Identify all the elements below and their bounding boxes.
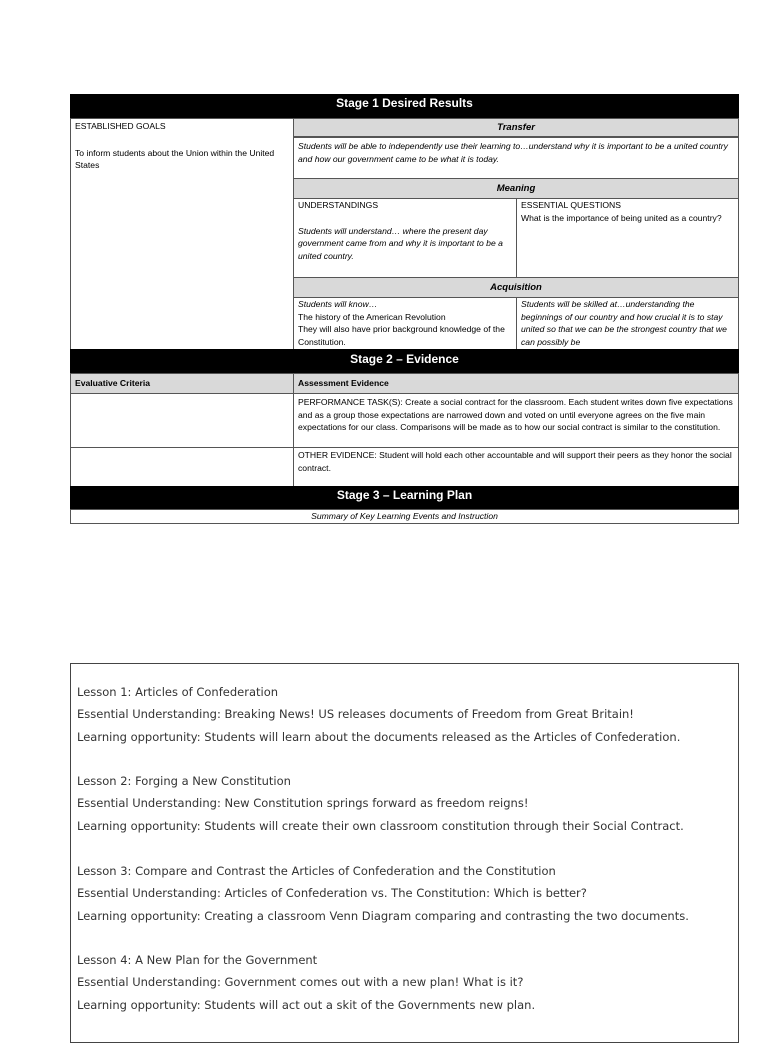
understandings-cell <box>293 198 517 278</box>
performance-task-text: PERFORMANCE TASK(S): Create a social contract for the classroom. Each student writes down five expectations and as a group those expectations are narrowed down and voted on until everyone agrees on the five main expectations for our class. Comparisons will be made as to how our social contract is similar to the constitution. <box>298 397 733 432</box>
lesson-3-understanding: Essential Understanding: Articles of Confederation vs. The Constitution: Which is better? <box>77 886 587 900</box>
lesson-3-title: Lesson 3: Compare and Contrast the Articles of Confederation and the Constitution <box>77 864 556 878</box>
established-goals-cell <box>70 118 294 350</box>
assessment-evidence-label: Assessment Evidence <box>298 378 389 388</box>
understandings-label: UNDERSTANDINGS <box>298 200 379 210</box>
established-goals-text: To inform students about the Union within the United States <box>75 147 275 170</box>
stage2-title: Stage 2 – Evidence <box>350 352 459 366</box>
lesson-4-title: Lesson 4: A New Plan for the Government <box>77 953 318 967</box>
lesson-1-opportunity: Learning opportunity: Students will learn about the documents released as the Articles of Confederation. <box>77 730 681 744</box>
lesson-4-understanding: Essential Understanding: Government comes out with a new plan! What is it? <box>77 975 524 989</box>
evaluative-criteria-label: Evaluative Criteria <box>75 378 150 388</box>
lesson-3-opportunity: Learning opportunity: Creating a classroom Venn Diagram comparing and contrasting the two documents. <box>77 909 689 923</box>
lesson-2-title: Lesson 2: Forging a New Constitution <box>77 774 291 788</box>
skilled-text: Students will be skilled at…understanding the beginnings of our country and how crucial it is to stay united so that we can be the strongest country that we can possibly be <box>521 299 727 347</box>
stage3-title: Stage 3 – Learning Plan <box>336 488 473 502</box>
know-label: Students will know… <box>298 299 378 309</box>
lesson-1-understanding: Essential Understanding: Breaking News! US releases documents of Freedom from Great Britain! <box>77 707 634 721</box>
lesson-2-understanding: Essential Understanding: New Constitution springs forward as freedom reigns! <box>77 796 529 810</box>
stage3-title-bar <box>70 486 739 509</box>
stage2-title-bar <box>70 349 739 373</box>
stage3-summary-cell <box>70 509 739 524</box>
evaluative-criteria-cell-2 <box>70 447 294 487</box>
understandings-text: Students will understand… where the present day government came from and why it is important to be a united country. <box>298 225 503 261</box>
evaluative-criteria-cell-1 <box>70 393 294 448</box>
other-evidence-text: OTHER EVIDENCE: Student will hold each other accountable and will support their peers as they honor the social contract. <box>298 450 732 473</box>
acquisition-heading <box>293 277 739 298</box>
evaluative-criteria-header <box>70 373 294 394</box>
meaning-heading-text: Meaning <box>496 183 536 194</box>
meaning-heading <box>293 178 739 199</box>
transfer-text: Students will be able to independently use their learning to…understand why it is important to be a united country and how our government came to be what it is today. <box>298 141 728 164</box>
lessons-box <box>70 663 739 1043</box>
lesson-4-opportunity: Learning opportunity: Students will act out a skit of the Governments new plan. <box>77 998 536 1012</box>
know-cell <box>293 297 517 350</box>
essential-questions-label: ESSENTIAL QUESTIONS <box>521 200 621 210</box>
other-evidence-cell <box>293 447 739 487</box>
established-goals-label: ESTABLISHED GOALS <box>75 121 166 131</box>
essential-questions-text: What is the importance of being united as a country? <box>521 212 722 223</box>
know-text-1: The history of the American Revolution <box>298 311 446 322</box>
lesson-2-opportunity: Learning opportunity: Students will create their own classroom constitution through their Social Contract. <box>77 819 684 833</box>
stage3-summary-text: Summary of Key Learning Events and Instruction <box>311 511 498 521</box>
know-text-2: They will also have prior background knowledge of the Constitution. <box>298 324 505 347</box>
lesson-1-title: Lesson 1: Articles of Confederation <box>77 685 279 699</box>
performance-task-cell <box>293 393 739 448</box>
transfer-cell <box>293 137 739 179</box>
assessment-evidence-header <box>293 373 739 394</box>
transfer-heading <box>293 118 739 137</box>
transfer-heading-text: Transfer <box>497 122 535 133</box>
stage1-title: Stage 1 Desired Results <box>336 96 473 110</box>
skilled-cell <box>516 297 739 350</box>
essential-questions-cell <box>516 198 739 278</box>
stage1-title-bar <box>70 94 739 118</box>
acquisition-heading-text: Acquisition <box>490 282 542 293</box>
